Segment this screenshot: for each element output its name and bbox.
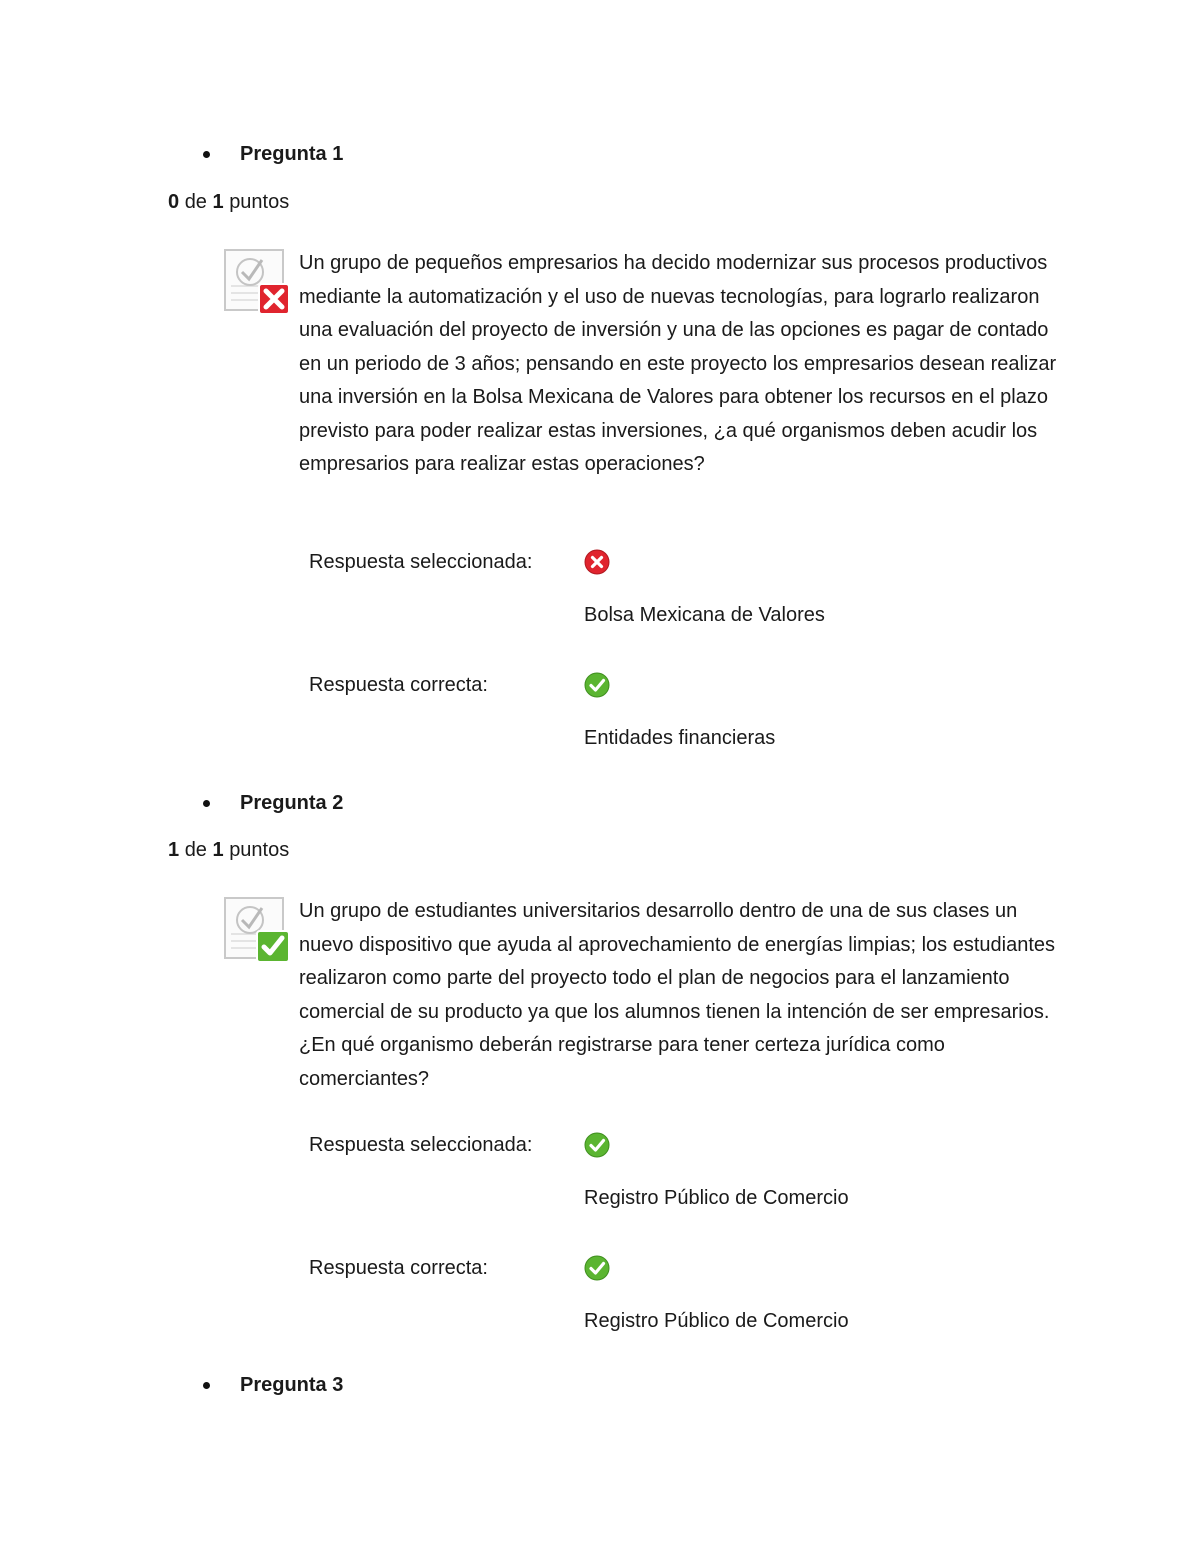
incorrect-icon: [584, 549, 610, 575]
bullet-icon: [203, 1382, 210, 1389]
correct-answer-label: Respuesta correcta:: [309, 1257, 488, 1279]
score-of: de: [184, 191, 207, 213]
correct-answer-value: Entidades financieras: [584, 727, 776, 749]
correct-icon: [584, 1132, 610, 1158]
score-earned: 1: [168, 839, 180, 861]
score-unit: puntos: [229, 839, 290, 861]
score-earned: 0: [168, 191, 180, 213]
assignment-correct-icon: [222, 896, 292, 966]
question-1-heading: [200, 139, 343, 169]
selected-answer-label: Respuesta seleccionada:: [309, 551, 533, 573]
question-1-text: Un grupo de pequeños empresarios ha decido modernizar sus procesos productivos mediante la automatización y el uso de nuevas tecnologías, para lograrlo realizaron una evaluación del proyecto de inversión y una de las opciones es pagar de contado en un periodo de 3 años; pensando en este proyecto los empresarios desean realizar una inversión en la Bolsa Mexicana de Valores para obtener los recursos en el plazo previsto para poder realizar estas inversiones, ¿a qué organismos deben acudir los empresarios para realizar estas operaciones?: [299, 252, 1057, 475]
score-unit: puntos: [229, 191, 290, 213]
selected-answer-value: Registro Público de Comercio: [584, 1187, 849, 1209]
bullet-icon: [203, 151, 210, 158]
correct-answer-label: Respuesta correcta:: [309, 674, 488, 696]
assignment-incorrect-icon: [222, 248, 292, 318]
selected-answer-label: Respuesta seleccionada:: [309, 1134, 533, 1156]
selected-answer-value: Bolsa Mexicana de Valores: [584, 604, 825, 626]
score-total: 1: [212, 191, 224, 213]
score-of: de: [184, 839, 207, 861]
question-2-title: Pregunta 2: [240, 791, 344, 814]
question-2-text: Un grupo de estudiantes universitarios desarrollo dentro de una de sus clases un nuevo dispositivo que ayuda al aprovechamiento de energías limpias; los estudiantes realizaron como parte del proyecto todo el plan de negocios para el lanzamiento comercial de su producto ya que los alumnos tienen la intención de ser empresarios. ¿En qué organismo deberán registrarse para tener certeza jurídica como comerciantes?: [299, 900, 1056, 1090]
question-1-score: [168, 191, 289, 214]
question-3-title: Pregunta 3: [240, 1373, 344, 1396]
question-2-score: [168, 839, 289, 862]
question-2-heading: [200, 788, 343, 818]
question-3-heading: [200, 1370, 343, 1400]
score-total: 1: [212, 839, 224, 861]
correct-icon: [584, 672, 610, 698]
question-1-title: Pregunta 1: [240, 142, 344, 165]
correct-answer-value: Registro Público de Comercio: [584, 1310, 849, 1332]
bullet-icon: [203, 800, 210, 807]
correct-icon: [584, 1255, 610, 1281]
